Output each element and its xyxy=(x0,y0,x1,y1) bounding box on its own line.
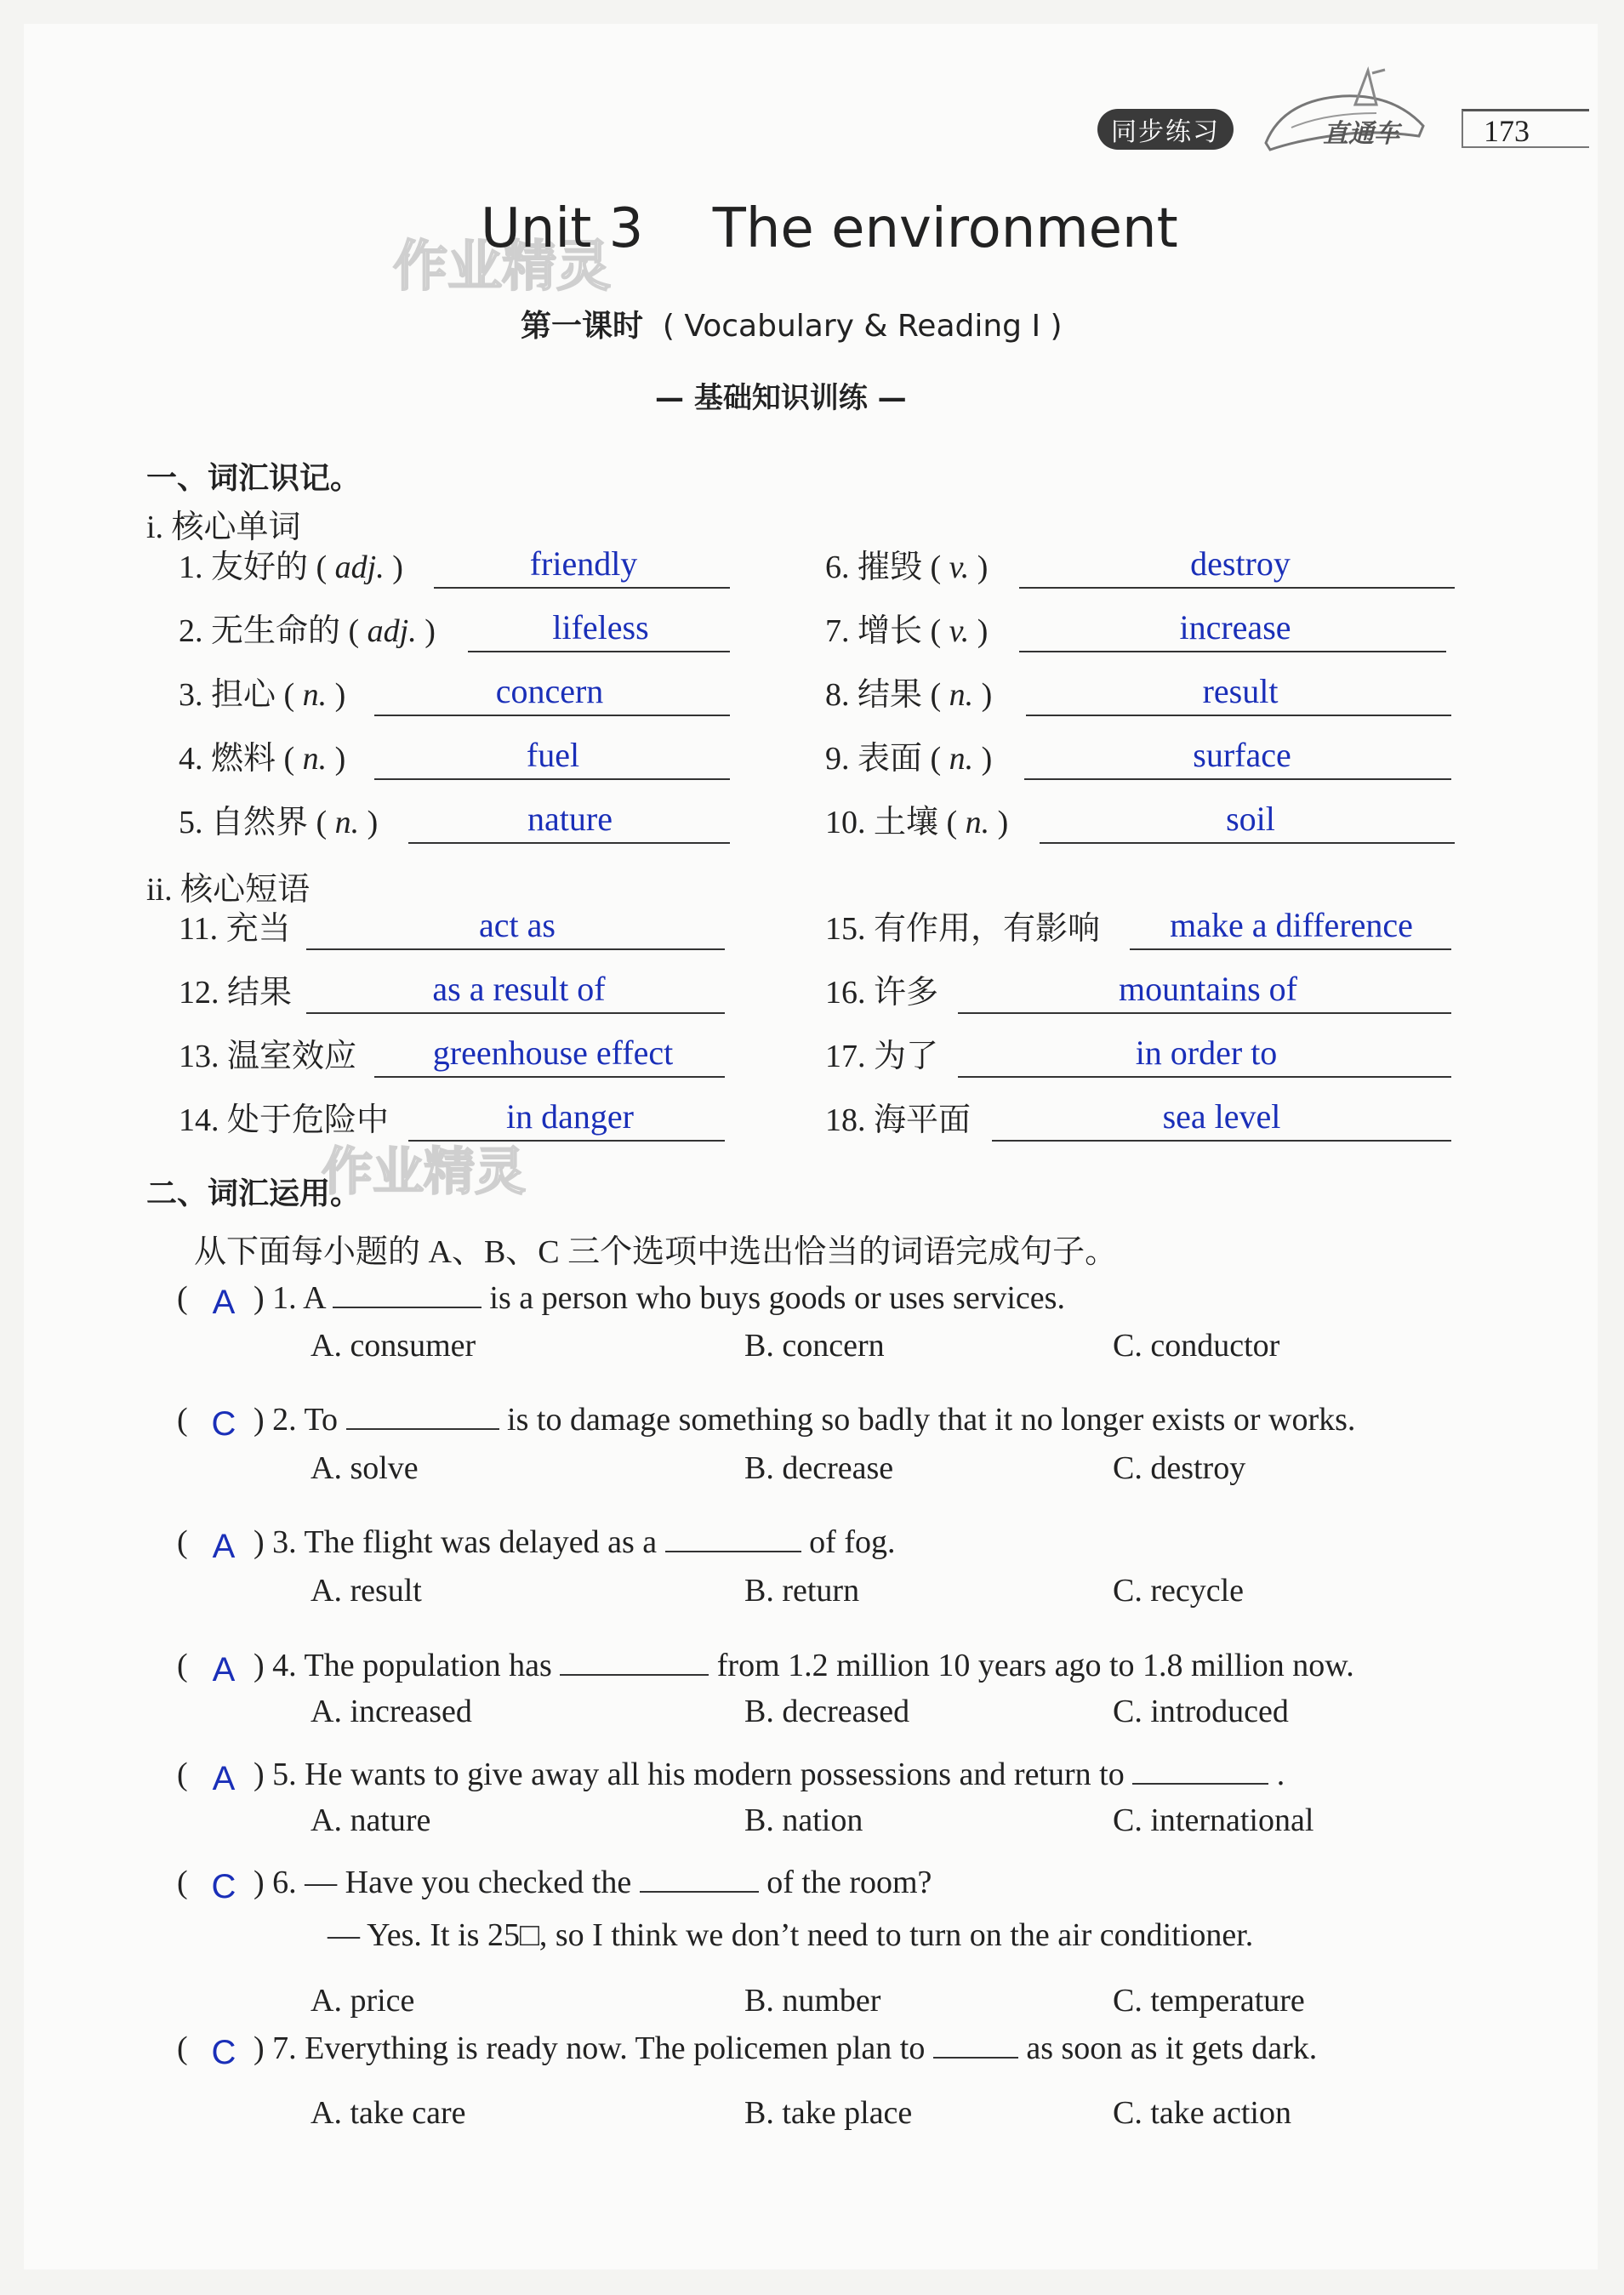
section-badge: 同步练习 xyxy=(1097,109,1234,150)
handwritten-answer: act as xyxy=(479,906,556,944)
item-number: 15. xyxy=(825,911,866,947)
question-text-before: — Have you checked the xyxy=(305,1865,632,1900)
answer-option[interactable]: C. conductor xyxy=(1113,1328,1280,1364)
handwritten-answer: friendly xyxy=(529,544,638,583)
vocab-word-row xyxy=(179,672,738,723)
vocab-word-row xyxy=(825,672,1460,723)
handwritten-answer: destroy xyxy=(1190,544,1291,583)
part-of-speech: n. xyxy=(302,677,328,713)
answer-blank-line[interactable] xyxy=(468,651,730,652)
handwritten-answer: soil xyxy=(1226,800,1275,838)
question-number: 7. xyxy=(272,2030,297,2066)
question-text-before: The flight was delayed as a xyxy=(304,1524,658,1560)
answer-blank-line[interactable] xyxy=(1024,778,1451,780)
part-of-speech: n. xyxy=(302,741,328,777)
chosen-answer[interactable]: C xyxy=(211,1405,236,1443)
answer-option[interactable]: C. introduced xyxy=(1113,1694,1289,1729)
handwritten-answer: sea level xyxy=(1162,1097,1281,1136)
question-text-before: The population has xyxy=(304,1648,552,1683)
item-number: 9. xyxy=(825,741,850,777)
answer-option[interactable]: B. take place xyxy=(744,2095,913,2131)
open-paren: ( xyxy=(177,1524,188,1560)
question-line-2: — Yes. It is 25□, so I think we don’t need to turn on the air conditioner. xyxy=(328,1917,1254,1953)
question-text-after: from 1.2 million 10 years ago to 1.8 million now. xyxy=(716,1648,1354,1683)
chinese-term: 增长 xyxy=(858,613,923,649)
page-number: 173 xyxy=(1462,109,1589,148)
mc-question xyxy=(177,1400,1356,1443)
vocab-prompt: 6. 摧毁 ( v. ) xyxy=(825,550,989,585)
question-text-before: To xyxy=(304,1402,339,1438)
item-number: 14. xyxy=(179,1102,219,1138)
answer-option[interactable]: B. nation xyxy=(744,1802,863,1838)
question-number: 4. xyxy=(272,1648,297,1683)
mc-question xyxy=(177,1755,1285,1797)
vocab-phrase-row xyxy=(825,1097,1460,1148)
open-paren: ( xyxy=(177,1402,188,1438)
chinese-term: 海平面 xyxy=(874,1102,972,1138)
question-blank[interactable] xyxy=(665,1527,801,1552)
chinese-term: 自然界 xyxy=(211,805,309,840)
close-paren: ) xyxy=(254,1648,265,1683)
chosen-answer[interactable]: A xyxy=(212,1651,236,1689)
answer-blank-line[interactable] xyxy=(1026,715,1451,716)
question-text-after: . xyxy=(1276,1757,1285,1792)
chinese-term: 友好的 xyxy=(211,550,309,585)
close-paren: ) xyxy=(254,1280,265,1316)
part-of-speech: v. xyxy=(949,613,970,649)
part1-heading: 一、词汇识记。 xyxy=(146,461,362,496)
answer-blank-line[interactable] xyxy=(992,1140,1451,1142)
question-text-after: as soon as it gets dark. xyxy=(1026,2030,1318,2066)
vocab-prompt: 9. 表面 ( n. ) xyxy=(825,741,993,777)
answer-option[interactable]: A. take care xyxy=(311,2095,466,2131)
question-number: 1. xyxy=(272,1280,297,1316)
open-paren: ( xyxy=(177,1865,188,1900)
answer-blank-line[interactable] xyxy=(306,948,725,950)
question-text-after: is a person who buys goods or uses services. xyxy=(489,1280,1065,1316)
vocab-word-row xyxy=(825,800,1463,851)
vocab-word-row xyxy=(825,736,1460,787)
answer-option[interactable]: C. destroy xyxy=(1113,1450,1246,1486)
training-heading: — 基础知识训练 — xyxy=(655,381,907,415)
chinese-term: 结果 xyxy=(858,677,923,713)
mc-question xyxy=(177,1278,1065,1321)
question-text-before: He wants to give away all his modern possessions and return to xyxy=(305,1757,1125,1792)
question-blank[interactable] xyxy=(346,1404,499,1430)
question-number: 5. xyxy=(272,1757,297,1792)
handwritten-answer: lifeless xyxy=(552,608,649,646)
vocab-prompt xyxy=(825,965,938,1012)
answer-blank-line[interactable] xyxy=(374,778,730,780)
answer-option[interactable]: B. decreased xyxy=(744,1694,910,1729)
question-number: 6. xyxy=(272,1865,297,1900)
handwritten-answer: make a difference xyxy=(1170,906,1413,944)
answer-blank-line[interactable] xyxy=(374,715,730,716)
mc-question xyxy=(177,2029,1318,2071)
chosen-answer[interactable]: A xyxy=(212,1760,236,1797)
part-of-speech: adj. xyxy=(367,613,417,649)
close-paren: ) xyxy=(254,2030,265,2066)
vocab-prompt: 4. 燃料 ( n. ) xyxy=(179,741,346,777)
vocab-phrase-row xyxy=(825,1034,1460,1085)
answer-blank-line[interactable] xyxy=(1019,587,1455,589)
vocab-phrase-row xyxy=(179,970,733,1021)
item-number: 8. xyxy=(825,677,850,713)
phrases-heading: ii. 核心短语 xyxy=(146,872,311,908)
answer-option[interactable]: C. recycle xyxy=(1113,1573,1245,1609)
close-paren: ) xyxy=(254,1524,265,1560)
answer-blank-line[interactable] xyxy=(408,842,730,844)
answer-option[interactable]: C. take action xyxy=(1113,2095,1291,2131)
answer-blank-line[interactable] xyxy=(1019,651,1446,652)
item-number: 4. xyxy=(179,741,203,777)
mc-question xyxy=(177,1646,1354,1689)
item-number: 16. xyxy=(825,975,866,1011)
answer-option[interactable]: C. temperature xyxy=(1113,1983,1305,2019)
question-number: 2. xyxy=(272,1402,297,1438)
chinese-term: 无生命的 xyxy=(211,613,341,649)
chosen-answer[interactable]: A xyxy=(212,1528,236,1565)
part-of-speech: adj. xyxy=(334,550,385,585)
item-number: 11. xyxy=(179,911,219,947)
chinese-term: 充当 xyxy=(225,911,291,947)
item-number: 18. xyxy=(825,1102,866,1138)
answer-blank-line[interactable] xyxy=(408,1140,725,1142)
chosen-answer[interactable]: C xyxy=(211,2034,236,2071)
question-blank[interactable] xyxy=(933,2033,1018,2059)
question-blank[interactable] xyxy=(1132,1759,1268,1785)
vocab-prompt xyxy=(179,965,292,1012)
chinese-term: 处于危险中 xyxy=(227,1102,390,1138)
vocab-word-row xyxy=(179,800,738,851)
chinese-term: 结果 xyxy=(227,975,293,1011)
item-number: 1. xyxy=(179,550,203,585)
lesson-subtitle xyxy=(521,302,1063,345)
question-text-after: of fog. xyxy=(809,1524,896,1560)
part2-instruction: 从下面每小题的 A、B、C 三个选项中选出恰当的词语完成句子。 xyxy=(194,1234,1118,1270)
vocab-prompt: 3. 担心 ( n. ) xyxy=(179,677,346,713)
open-paren: ( xyxy=(177,1757,188,1792)
part-of-speech: n. xyxy=(965,805,990,840)
open-paren: ( xyxy=(177,2030,188,2066)
question-blank[interactable] xyxy=(333,1283,482,1308)
handwritten-answer: mountains of xyxy=(1119,970,1297,1008)
answer-blank-line[interactable] xyxy=(306,1012,725,1014)
vocab-prompt xyxy=(825,902,1100,948)
item-number: 7. xyxy=(825,613,850,649)
chinese-term: 土壤 xyxy=(874,805,939,840)
part-of-speech: v. xyxy=(949,550,970,585)
vocab-word-row xyxy=(825,544,1463,595)
part2-heading: 二、词汇运用。 xyxy=(146,1176,362,1211)
question-text-before: A xyxy=(303,1280,325,1316)
question-text-after: is to damage something so badly that it no longer exists or works. xyxy=(507,1402,1356,1438)
item-number: 3. xyxy=(179,677,203,713)
words-heading: i. 核心单词 xyxy=(146,510,301,545)
item-number: 6. xyxy=(825,550,850,585)
open-paren: ( xyxy=(177,1648,188,1683)
handwritten-answer: in order to xyxy=(1135,1034,1278,1072)
answer-option[interactable]: A. price xyxy=(311,1983,415,2019)
chinese-term: 许多 xyxy=(874,975,939,1011)
chosen-answer[interactable]: A xyxy=(212,1284,236,1321)
vocab-prompt: 7. 增长 ( v. ) xyxy=(825,613,989,649)
handwritten-answer: increase xyxy=(1179,608,1291,646)
vocab-prompt: 10. 土壤 ( n. ) xyxy=(825,805,1009,840)
chosen-answer[interactable]: C xyxy=(211,1868,236,1905)
chinese-term: 摧毁 xyxy=(858,550,923,585)
answer-blank-line[interactable] xyxy=(374,1076,725,1078)
handwritten-answer: concern xyxy=(495,672,604,710)
answer-option[interactable]: A. result xyxy=(311,1573,422,1609)
vocab-phrase-row xyxy=(179,1034,733,1085)
answer-option[interactable]: A. consumer xyxy=(311,1328,476,1364)
question-blank[interactable] xyxy=(640,1867,759,1893)
vocab-phrase-row xyxy=(179,1097,733,1148)
question-text-before: Everything is ready now. The policemen plan to xyxy=(305,2030,926,2066)
vocab-prompt: 5. 自然界 ( n. ) xyxy=(179,805,379,840)
vocab-prompt: 1. 友好的 ( adj. ) xyxy=(179,550,403,585)
vocab-prompt: 8. 结果 ( n. ) xyxy=(825,677,993,713)
question-blank[interactable] xyxy=(560,1650,709,1676)
item-number: 10. xyxy=(825,805,866,840)
handwritten-answer: greenhouse effect xyxy=(432,1034,674,1072)
vocab-prompt xyxy=(825,1029,938,1076)
watermark: 作业精灵 xyxy=(322,1142,526,1202)
watermark: 作业精灵 xyxy=(393,236,611,299)
vocab-prompt xyxy=(179,1093,389,1140)
close-paren: ) xyxy=(254,1402,265,1438)
chinese-term: 表面 xyxy=(858,741,923,777)
vocab-word-row xyxy=(179,736,738,787)
vocab-word-row xyxy=(825,608,1455,659)
handwritten-answer: nature xyxy=(527,800,613,838)
logo-text: 直通车 xyxy=(1323,119,1399,149)
item-number: 17. xyxy=(825,1039,866,1074)
vocab-word-row xyxy=(179,544,738,595)
answer-blank-line[interactable] xyxy=(1130,948,1451,950)
answer-option[interactable]: A. increased xyxy=(311,1694,472,1729)
answer-blank-line[interactable] xyxy=(434,587,730,589)
chinese-term: 燃料 xyxy=(211,741,276,777)
question-number: 3. xyxy=(272,1524,297,1560)
vocab-prompt xyxy=(825,1093,971,1140)
vocab-phrase-row xyxy=(825,970,1460,1021)
part-of-speech: n. xyxy=(334,805,360,840)
answer-blank-line[interactable] xyxy=(958,1076,1451,1078)
part-of-speech: n. xyxy=(949,677,974,713)
mc-question xyxy=(177,1523,896,1565)
vocab-prompt xyxy=(179,1029,356,1076)
item-number: 13. xyxy=(179,1039,219,1074)
vocab-phrase-row xyxy=(179,906,733,957)
lesson-label: 第一课时 xyxy=(521,309,644,344)
handwritten-answer: result xyxy=(1202,672,1279,710)
answer-option[interactable]: A. solve xyxy=(311,1450,419,1486)
mc-question xyxy=(177,1863,932,1905)
handwritten-answer: in danger xyxy=(506,1097,634,1136)
item-number: 12. xyxy=(179,975,219,1011)
answer-option[interactable]: C. international xyxy=(1113,1802,1314,1838)
vocab-prompt: 2. 无生命的 ( adj. ) xyxy=(179,613,436,649)
page-title: Unit 3 The environment xyxy=(481,197,1178,260)
chinese-term: 有作用，有影响 xyxy=(874,911,1101,947)
item-number: 2. xyxy=(179,613,203,649)
handwritten-answer: as a result of xyxy=(432,970,606,1008)
part-of-speech: n. xyxy=(949,741,974,777)
answer-option[interactable]: A. nature xyxy=(311,1802,431,1838)
item-number: 5. xyxy=(179,805,203,840)
handwritten-answer: fuel xyxy=(526,736,580,774)
answer-option[interactable]: B. return xyxy=(744,1573,860,1609)
vocab-phrase-row xyxy=(825,906,1460,957)
vocab-word-row xyxy=(179,608,738,659)
open-paren: ( xyxy=(177,1280,188,1316)
handwritten-answer: surface xyxy=(1193,736,1291,774)
answer-blank-line[interactable] xyxy=(1040,842,1455,844)
answer-option[interactable]: B. concern xyxy=(744,1328,885,1364)
close-paren: ) xyxy=(254,1757,265,1792)
chinese-term: 担心 xyxy=(211,677,276,713)
chinese-term: 温室效应 xyxy=(227,1039,357,1074)
lesson-topic: ( Vocabulary & Reading I ) xyxy=(662,309,1063,344)
answer-option[interactable]: B. number xyxy=(744,1983,881,2019)
answer-blank-line[interactable] xyxy=(958,1012,1451,1014)
chinese-term: 为了 xyxy=(874,1039,939,1074)
question-text-after: of the room? xyxy=(766,1865,932,1900)
answer-option[interactable]: B. decrease xyxy=(744,1450,894,1486)
close-paren: ) xyxy=(254,1865,265,1900)
